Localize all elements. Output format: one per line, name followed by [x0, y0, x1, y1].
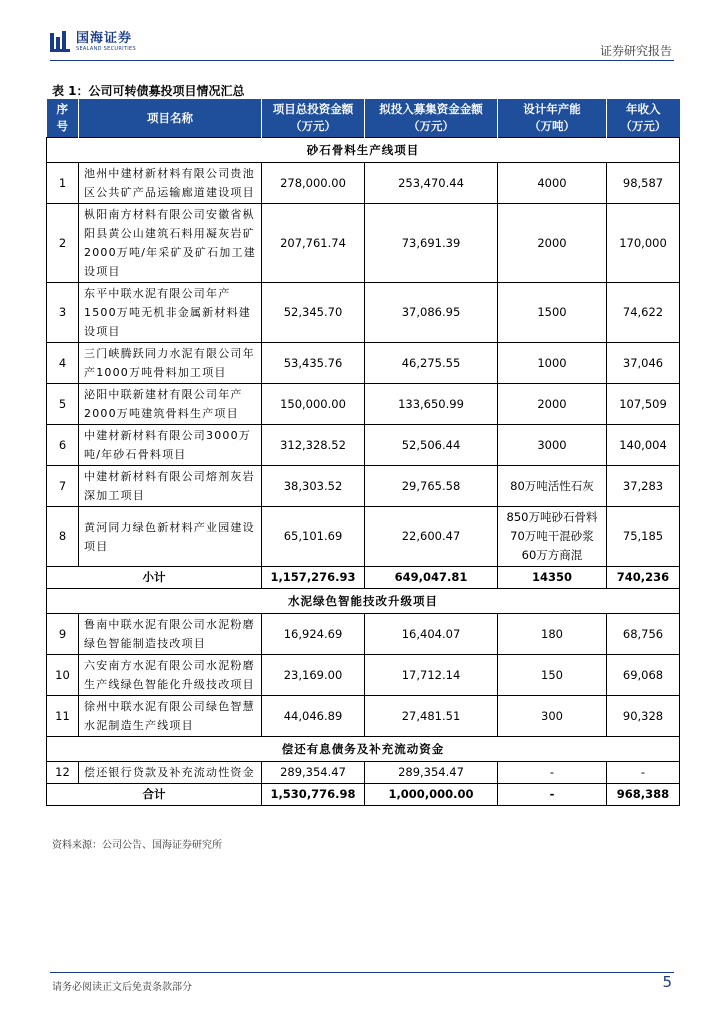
subtotal-raised: 649,047.81	[365, 567, 498, 589]
total-investment: 289,354.47	[262, 762, 365, 784]
page-number: 5	[662, 973, 672, 991]
raised-amount: 37,086.95	[365, 283, 498, 343]
total-investment: 207,761.74	[262, 204, 365, 283]
column-header-line: 年收入	[626, 102, 661, 116]
design-capacity: 80万吨活性石灰	[498, 466, 607, 507]
project-name: 泌阳中联新建材有限公司年产2000万吨建筑骨料生产项目	[79, 384, 262, 425]
table-row	[47, 204, 680, 283]
grand-total-investment: 1,530,776.98	[262, 784, 365, 806]
project-name: 黄河同力绿色新材料产业园建设项目	[79, 507, 262, 567]
row-number: 8	[47, 507, 79, 567]
column-header-line: 项目名称	[147, 110, 193, 125]
row-number: 3	[47, 283, 79, 343]
grand-total-label: 合计	[47, 784, 262, 806]
row-number: 5	[47, 384, 79, 425]
annual-revenue: 107,509	[607, 384, 680, 425]
capacity-line: 70万吨干混砂浆	[510, 529, 594, 543]
table-row	[47, 466, 680, 507]
logo-name-cn: 国海证券	[76, 31, 133, 46]
annual-revenue: 75,185	[607, 507, 680, 567]
section-title: 偿还有息债务及补充流动资金	[47, 737, 680, 762]
row-number: 1	[47, 163, 79, 204]
capacity-line: 60万方商混	[521, 548, 583, 562]
table-row	[47, 163, 680, 204]
annual-revenue: 140,004	[607, 425, 680, 466]
total-investment: 38,303.52	[262, 466, 365, 507]
table-row	[47, 507, 680, 567]
company-logo	[50, 30, 136, 54]
column-header	[607, 99, 680, 138]
design-capacity: 2000	[498, 384, 607, 425]
project-name: 池州中建材新材料有限公司贵池区公共矿产品运输廊道建设项目	[79, 163, 262, 204]
table-row	[47, 696, 680, 737]
section-title: 水泥绿色智能技改升级项目	[47, 589, 680, 614]
column-header-line: （万元）	[408, 119, 454, 133]
raised-amount: 16,404.07	[365, 614, 498, 655]
design-capacity: 180	[498, 614, 607, 655]
raised-amount: 17,712.14	[365, 655, 498, 696]
row-number: 12	[47, 762, 79, 784]
project-name: 东平中联水泥有限公司年产1500万吨无机非金属新材料建设项目	[79, 283, 262, 343]
total-investment: 44,046.89	[262, 696, 365, 737]
raised-amount: 27,481.51	[365, 696, 498, 737]
row-number: 6	[47, 425, 79, 466]
raised-amount: 73,691.39	[365, 204, 498, 283]
row-number: 11	[47, 696, 79, 737]
annual-revenue: 170,000	[607, 204, 680, 283]
total-investment: 23,169.00	[262, 655, 365, 696]
project-name: 六安南方水泥有限公司水泥粉磨生产线绿色智能化升级技改项目	[79, 655, 262, 696]
table-row	[47, 343, 680, 384]
column-header	[79, 99, 262, 138]
total-investment: 278,000.00	[262, 163, 365, 204]
row-number: 10	[47, 655, 79, 696]
raised-amount: 289,354.47	[365, 762, 498, 784]
project-name: 偿还银行贷款及补充流动性资金	[79, 762, 262, 784]
section-header-row	[47, 737, 680, 762]
design-capacity: 1500	[498, 283, 607, 343]
design-capacity: 3000	[498, 425, 607, 466]
design-capacity: 4000	[498, 163, 607, 204]
annual-revenue: 37,046	[607, 343, 680, 384]
subtotal-label: 小计	[47, 567, 262, 589]
row-number: 4	[47, 343, 79, 384]
design-capacity: -	[498, 762, 607, 784]
table-row	[47, 614, 680, 655]
design-capacity: 300	[498, 696, 607, 737]
capacity-line: 850万吨砂石骨料	[506, 510, 598, 524]
column-header	[262, 99, 365, 138]
subtotal-investment: 1,157,276.93	[262, 567, 365, 589]
column-header-line: （万吨）	[529, 119, 575, 133]
row-number: 7	[47, 466, 79, 507]
project-name: 三门峡腾跃同力水泥有限公司年产1000万吨骨料加工项目	[79, 343, 262, 384]
raised-amount: 133,650.99	[365, 384, 498, 425]
raised-amount: 46,275.55	[365, 343, 498, 384]
total-investment: 312,328.52	[262, 425, 365, 466]
table-row	[47, 384, 680, 425]
logo-name-en: SEALAND SECURITIES	[76, 46, 136, 52]
annual-revenue: 69,068	[607, 655, 680, 696]
column-header-line: （万元）	[290, 119, 336, 133]
footer-divider	[50, 972, 674, 973]
data-source: 资料来源：公司公告、国海证券研究所	[52, 840, 222, 851]
column-header-line: 拟投入募集资金金额	[379, 102, 483, 116]
table-title: 表 1：公司可转债募投项目情况汇总	[52, 84, 245, 98]
column-header-line: 项目总投资金额	[272, 102, 354, 116]
annual-revenue: 90,328	[607, 696, 680, 737]
grand-total-capacity: -	[498, 784, 607, 806]
project-table	[46, 99, 680, 806]
total-investment: 150,000.00	[262, 384, 365, 425]
table-row	[47, 283, 680, 343]
grand-total-revenue: 968,388	[607, 784, 680, 806]
logo-mark-icon	[50, 31, 72, 53]
total-investment: 65,101.69	[262, 507, 365, 567]
grand-total-raised: 1,000,000.00	[365, 784, 498, 806]
column-header	[498, 99, 607, 138]
annual-revenue: 68,756	[607, 614, 680, 655]
project-name: 徐州中联水泥有限公司绿色智慧水泥制造生产线项目	[79, 696, 262, 737]
raised-amount: 253,470.44	[365, 163, 498, 204]
column-header	[47, 99, 79, 138]
raised-amount: 22,600.47	[365, 507, 498, 567]
project-name: 鲁南中联水泥有限公司水泥粉磨绿色智能制造技改项目	[79, 614, 262, 655]
table-row	[47, 762, 680, 784]
project-name: 中建材新材料有限公司3000万吨/年砂石骨料项目	[79, 425, 262, 466]
design-capacity: 150	[498, 655, 607, 696]
total-investment: 16,924.69	[262, 614, 365, 655]
design-capacity: 1000	[498, 343, 607, 384]
design-capacity	[498, 507, 607, 567]
column-header-line: （万元）	[620, 119, 667, 133]
project-name: 枞阳南方材料有限公司安徽省枞阳县黄公山建筑石料用凝灰岩矿2000万吨/年采矿及矿石加工建设项目	[79, 204, 262, 283]
column-header	[365, 99, 498, 138]
row-number: 2	[47, 204, 79, 283]
subtotal-capacity: 14350	[498, 567, 607, 589]
total-investment: 53,435.76	[262, 343, 365, 384]
design-capacity: 2000	[498, 204, 607, 283]
raised-amount: 52,506.44	[365, 425, 498, 466]
total-investment: 52,345.70	[262, 283, 365, 343]
table-row	[47, 425, 680, 466]
column-header-line: 序	[56, 102, 68, 116]
annual-revenue: 37,283	[607, 466, 680, 507]
section-header-row	[47, 589, 680, 614]
column-header-line: 设计年产能	[523, 102, 581, 116]
footer-disclaimer: 请务必阅读正文后免责条款部分	[52, 982, 192, 993]
table-row	[47, 655, 680, 696]
project-name: 中建材新材料有限公司熔剂灰岩深加工项目	[79, 466, 262, 507]
section-title: 砂石骨料生产线项目	[47, 138, 680, 163]
column-header-line: 号	[56, 119, 68, 133]
report-type: 证券研究报告	[599, 44, 672, 58]
grand-total-row	[47, 784, 680, 806]
annual-revenue: -	[607, 762, 680, 784]
row-number: 9	[47, 614, 79, 655]
annual-revenue: 98,587	[607, 163, 680, 204]
annual-revenue: 74,622	[607, 283, 680, 343]
subtotal-row	[47, 567, 680, 589]
table-header-row	[47, 99, 680, 138]
header-divider	[50, 60, 674, 61]
raised-amount: 29,765.58	[365, 466, 498, 507]
subtotal-revenue: 740,236	[607, 567, 680, 589]
section-header-row	[47, 138, 680, 163]
